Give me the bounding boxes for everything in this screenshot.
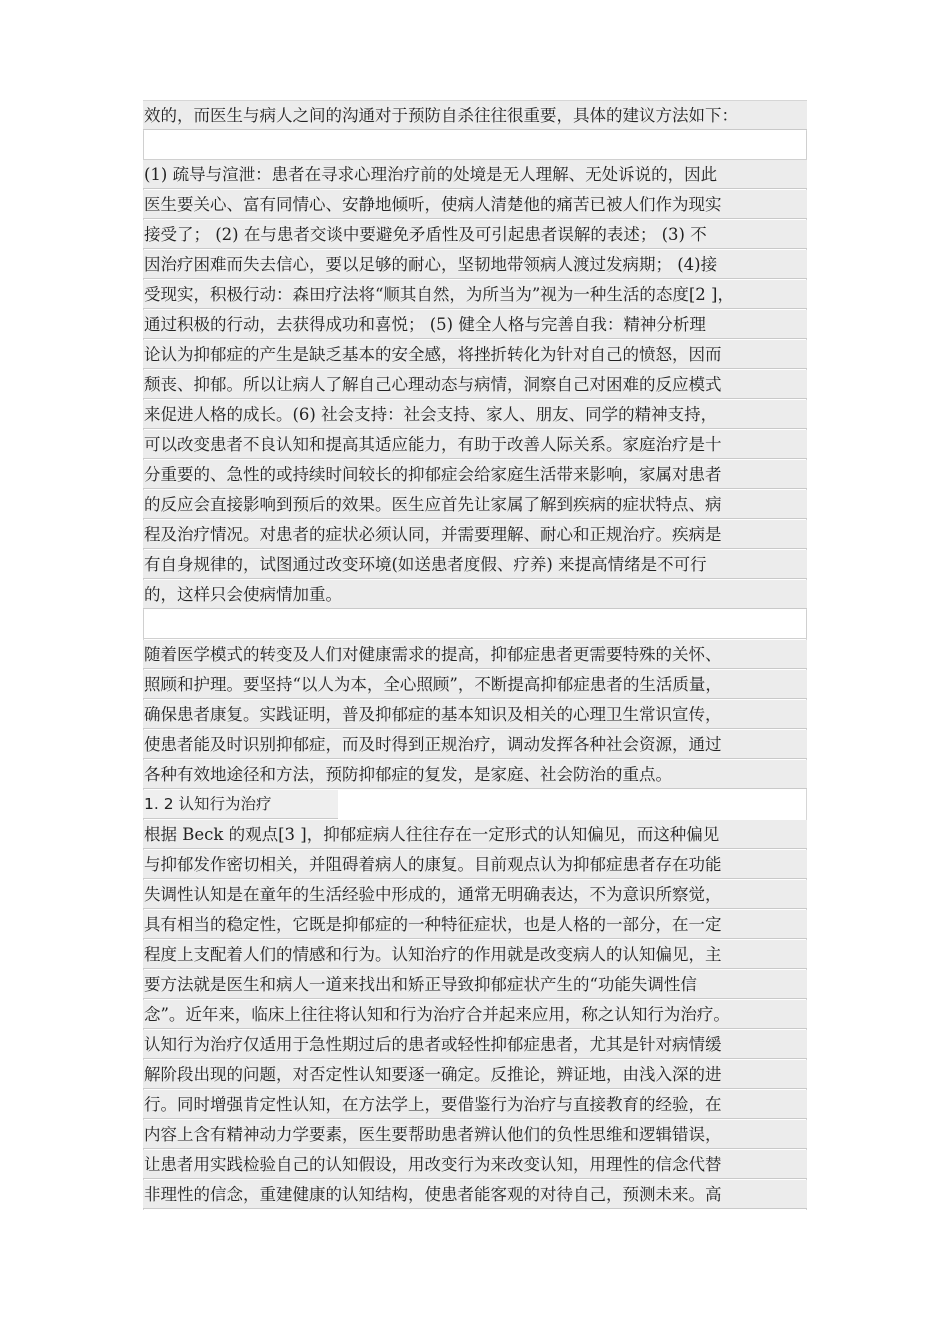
section-heading: 1. 2 认知行为治疗 bbox=[143, 790, 338, 819]
text-line: 受现实，积极行动：森田疗法将“顺其自然，为所当为”视为一种生活的态度[2 ]， bbox=[143, 280, 807, 309]
text-line: 程及治疗情况。对患者的症状必须认同，并需要理解、耐心和正规治疗。疾病是 bbox=[143, 520, 807, 549]
blank-line bbox=[143, 131, 807, 160]
text-line: 随着医学模式的转变及人们对健康需求的提高，抑郁症患者更需要特殊的关怀、 bbox=[143, 640, 807, 669]
text-line: 颓丧、抑郁。所以让病人了解自己心理动态与病情，洞察自己对困难的反应模式 bbox=[143, 370, 807, 399]
text-line: 有自身规律的，试图通过改变环境(如送患者度假、疗养) 来提高情绪是不可行 bbox=[143, 550, 807, 579]
text-line: 分重要的、急性的或持续时间较长的抑郁症会给家庭生活带来影响，家属对患者 bbox=[143, 460, 807, 489]
text-line: 效的，而医生与病人之间的沟通对于预防自杀往往很重要，具体的建议方法如下： bbox=[143, 101, 807, 130]
text-line: 念”。近年来，临床上往往将认知和行为治疗合并起来应用，称之认知行为治疗。 bbox=[143, 1000, 807, 1029]
text-line: 的，这样只会使病情加重。 bbox=[143, 580, 807, 609]
text-line: 医生要关心、富有同情心、安静地倾听，使病人清楚他的痛苦已被人们作为现实 bbox=[143, 190, 807, 219]
text-line: 程度上支配着人们的情感和行为。认知治疗的作用就是改变病人的认知偏见，主 bbox=[143, 940, 807, 969]
blank-line bbox=[143, 610, 807, 639]
text-line: 因治疗困难而失去信心，要以足够的耐心，坚韧地带领病人渡过发病期； (4)接 bbox=[143, 250, 807, 279]
text-line: 认知行为治疗仅适用于急性期过后的患者或轻性抑郁症患者，尤其是针对病情缓 bbox=[143, 1030, 807, 1059]
text-line: 可以改变患者不良认知和提高其适应能力，有助于改善人际关系。家庭治疗是十 bbox=[143, 430, 807, 459]
text-line: 非理性的信念，重建健康的认知结构，使患者能客观的对待自己，预测未来。高 bbox=[143, 1180, 807, 1209]
text-line: 根据 Beck 的观点[3 ]，抑郁症病人往往存在一定形式的认知偏见，而这种偏见 bbox=[143, 820, 807, 849]
text-line: 行。同时增强肯定性认知，在方法学上，要借鉴行为治疗与直接教育的经验，在 bbox=[143, 1090, 807, 1119]
text-line: 具有相当的稳定性，它既是抑郁症的一种特征症状，也是人格的一部分，在一定 bbox=[143, 910, 807, 939]
text-line: 让患者用实践检验自己的认知假设，用改变行为来改变认知，用理性的信念代替 bbox=[143, 1150, 807, 1179]
text-line: 的反应会直接影响到预后的效果。医生应首先让家属了解到疾病的症状特点、病 bbox=[143, 490, 807, 519]
text-line: 失调性认知是在童年的生活经验中形成的，通常无明确表达，不为意识所察觉， bbox=[143, 880, 807, 909]
text-line: 要方法就是医生和病人一道来找出和矫正导致抑郁症状产生的“功能失调性信 bbox=[143, 970, 807, 999]
text-line: 来促进人格的成长。(6) 社会支持：社会支持、家人、朋友、同学的精神支持， bbox=[143, 400, 807, 429]
text-line: 论认为抑郁症的产生是缺乏基本的安全感，将挫折转化为针对自己的愤怒，因而 bbox=[143, 340, 807, 369]
text-line: 解阶段出现的问题，对否定性认知要逐一确定。反推论，辨证地，由浅入深的进 bbox=[143, 1060, 807, 1089]
text-line: 确保患者康复。实践证明，普及抑郁症的基本知识及相关的心理卫生常识宣传， bbox=[143, 700, 807, 729]
text-line: 接受了； (2) 在与患者交谈中要避免矛盾性及可引起患者误解的表述； (3) 不 bbox=[143, 220, 807, 249]
text-line: 内容上含有精神动力学要素，医生要帮助患者辨认他们的负性思维和逻辑错误， bbox=[143, 1120, 807, 1149]
text-line: 使患者能及时识别抑郁症，而及时得到正规治疗，调动发挥各种社会资源，通过 bbox=[143, 730, 807, 759]
text-line: (1) 疏导与渲泄：患者在寻求心理治疗前的处境是无人理解、无处诉说的，因此 bbox=[143, 160, 807, 189]
text-line: 通过积极的行动，去获得成功和喜悦； (5) 健全人格与完善自我：精神分析理 bbox=[143, 310, 807, 339]
text-line: 各种有效地途径和方法，预防抑郁症的复发，是家庭、社会防治的重点。 bbox=[143, 760, 807, 789]
text-line: 与抑郁发作密切相关，并阻碍着病人的康复。目前观点认为抑郁症患者存在功能 bbox=[143, 850, 807, 879]
text-line: 照顾和护理。要坚持“以人为本，全心照顾”，不断提高抑郁症患者的生活质量， bbox=[143, 670, 807, 699]
